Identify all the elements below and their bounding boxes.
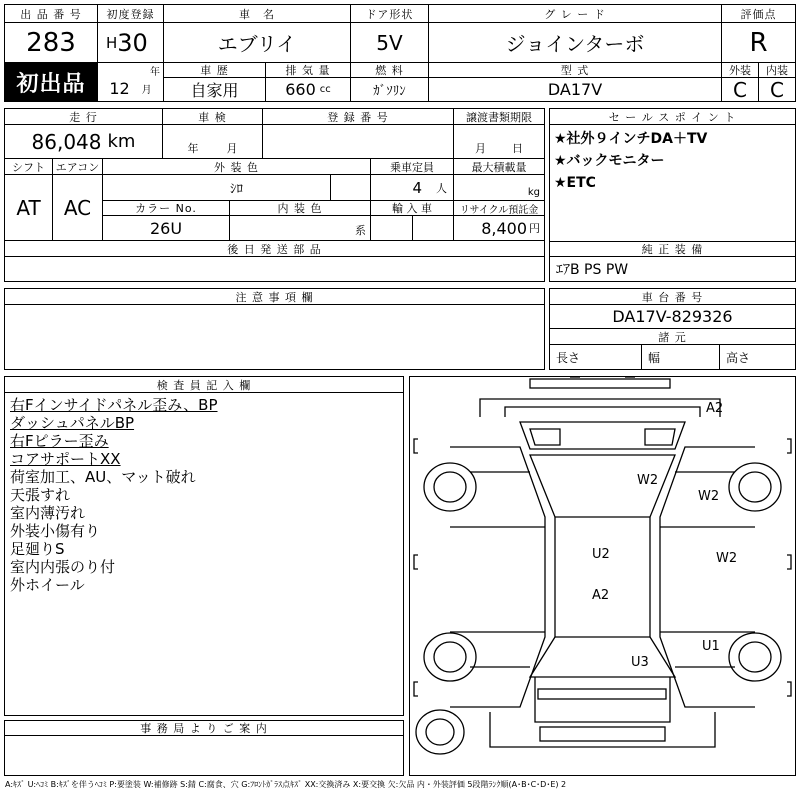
lot-label: 出 品 番 号 [5, 5, 98, 23]
note-line: 右Fインサイドパネル歪み、BP [10, 396, 218, 414]
damage-mark: A2 [706, 401, 724, 416]
capacity-value: 4 [412, 178, 422, 197]
chassis-number: DA17V-829326 [550, 305, 795, 329]
chassis-label: 車 台 番 号 [550, 289, 795, 305]
later-parts-label: 後 日 発 送 部 品 [5, 241, 544, 257]
month-unit: 月 [141, 85, 152, 96]
damage-mark: W2 [716, 551, 738, 566]
year-unit: 年 [150, 67, 160, 78]
int-score: C [770, 78, 784, 101]
first-reg-month [98, 76, 164, 101]
sales-point-item: ★バックモニター [554, 153, 665, 169]
note-line: ダッシュパネルBP [10, 414, 135, 432]
transfer-date [454, 125, 544, 159]
recycle [454, 216, 544, 241]
load-unit: kg [527, 187, 540, 198]
door-type: 5V [351, 23, 429, 63]
damage-mark: U2 [592, 547, 610, 562]
ext-label: 外装 [722, 63, 759, 78]
model-label: 型 式 [429, 63, 722, 78]
inspection-year-unit: 年 [187, 142, 199, 155]
mileage-unit: km [107, 131, 136, 152]
capacity [371, 175, 454, 201]
load-label: 最大積載量 [454, 159, 544, 175]
inspector-notes [10, 396, 218, 594]
car-name: エブリイ [164, 23, 351, 63]
capacity-label: 乗車定員 [371, 159, 454, 175]
colorno: 26U [103, 216, 230, 241]
displacement-unit: cc [319, 84, 331, 95]
reg-month: 12 [109, 79, 130, 98]
note-line: 外ホイール [10, 576, 85, 594]
caution-label: 注 意 事 項 欄 [5, 289, 544, 305]
sales-point-item: ★ETC [554, 175, 596, 191]
note-line: 室内内張のり付 [10, 558, 116, 576]
ac: AC [53, 175, 103, 241]
note-line: 天張すれ [10, 486, 71, 504]
reg-year: 30 [117, 28, 148, 57]
history: 自家用 [164, 78, 266, 101]
capacity-unit: 人 [436, 181, 447, 195]
equipment: ｴｱB PS PW [556, 262, 629, 278]
damage-mark: U1 [702, 639, 720, 654]
fuel-label: 燃 料 [351, 63, 429, 78]
shift-label: シフト [5, 159, 53, 175]
note-line: 室内薄汚れ [10, 504, 86, 522]
recycle-unit: 円 [529, 222, 540, 235]
damage-mark: U3 [631, 655, 649, 670]
intcolor-label: 内 装 色 [230, 201, 371, 216]
int-label: 内装 [759, 63, 795, 78]
shift: AT [5, 175, 53, 241]
recycle-value: 8,400 [481, 218, 527, 238]
recycle-label: リサイクル預託金 [454, 201, 544, 216]
displacement-value: 660 [285, 80, 316, 99]
first-listing-badge: 初出品 [5, 63, 98, 101]
note-line: 外装小傷有り [10, 522, 101, 540]
mileage [5, 125, 163, 159]
lot-number: 283 [5, 23, 98, 63]
color-label: 外 装 色 [103, 159, 371, 175]
note-line: コアサポートXX [10, 450, 121, 468]
spec-height: 高さ [726, 350, 751, 365]
car-diagram [410, 377, 795, 775]
inspection-month-unit: 月 [226, 142, 238, 155]
spec-length: 長さ [550, 345, 642, 369]
first-reg-year [98, 23, 164, 63]
inspection-label: 車 検 [163, 109, 263, 125]
intcolor-unit: 系 [355, 224, 366, 237]
transfer-label: 譲渡書類期限 [454, 109, 544, 125]
office-label: 事 務 局 よ り ご 案 内 [5, 721, 403, 736]
color: ｼﾛ [103, 175, 371, 201]
mileage-value: 86,048 [31, 129, 102, 154]
history-label: 車 歴 [164, 63, 266, 78]
later-parts [5, 257, 544, 281]
transfer-day-unit: 日 [512, 142, 523, 155]
door-label: ドア形状 [351, 5, 429, 23]
reg-number-label: 登 録 番 号 [263, 109, 454, 125]
equipment-label: 純 正 装 備 [550, 241, 795, 257]
spec-label: 諸 元 [550, 329, 795, 345]
colorno-label: カラー No. [103, 201, 230, 216]
note-line: 足廻りS [10, 540, 65, 558]
grade-label: グ レ ー ド [429, 5, 722, 23]
transfer-month-unit: 月 [475, 142, 486, 155]
score: R [722, 23, 795, 63]
displacement [266, 78, 351, 101]
first-reg-label: 初度登録 [98, 5, 164, 23]
ext-score: C [722, 78, 759, 101]
sales-points [554, 128, 792, 194]
ac-label: エアコン [53, 159, 103, 175]
intcolor [230, 216, 371, 241]
mileage-label: 走 行 [5, 109, 163, 125]
import-label: 輸 入 車 [371, 201, 454, 216]
model: DA17V [429, 78, 722, 101]
legend-footer: A:ｷｽﾞ U:ﾍｺﾐ B:ｷｽﾞを伴うﾍｺﾐ P:要塗装 W:補修跡 S:錆 C:腐食、穴 G:ﾌﾛﾝﾄｶﾞﾗｽ点ｷｽﾞ XX:交換済み X:要交換 欠:欠品 内・外装評価 5段階ﾗﾝｸ順(A･B･C･D･E) 2 [5, 780, 567, 789]
reg-number [263, 125, 454, 159]
grade: ジョインターボ [429, 23, 722, 63]
note-line: 右Fピラー歪み [10, 432, 109, 450]
era-label: H [106, 33, 118, 52]
sales-point-item: ★社外９インチDA＋TV [554, 131, 708, 147]
inspector-label: 検 査 員 記 入 欄 [5, 377, 403, 393]
note-line: 荷室加工、AU、マット破れ [10, 468, 196, 486]
spec-width: 幅 [642, 345, 720, 369]
damage-mark: W2 [698, 489, 720, 504]
car-name-label: 車 名 [164, 5, 351, 23]
load [454, 175, 544, 201]
sales-label: セ ー ル ス ポ イ ン ト [550, 109, 795, 125]
damage-mark: A2 [592, 588, 610, 603]
score-label: 評価点 [722, 5, 795, 23]
inspection-date [163, 125, 263, 159]
displacement-label: 排 気 量 [266, 63, 351, 78]
damage-mark: W2 [637, 473, 659, 488]
fuel: ｶﾞｿﾘﾝ [351, 78, 429, 101]
